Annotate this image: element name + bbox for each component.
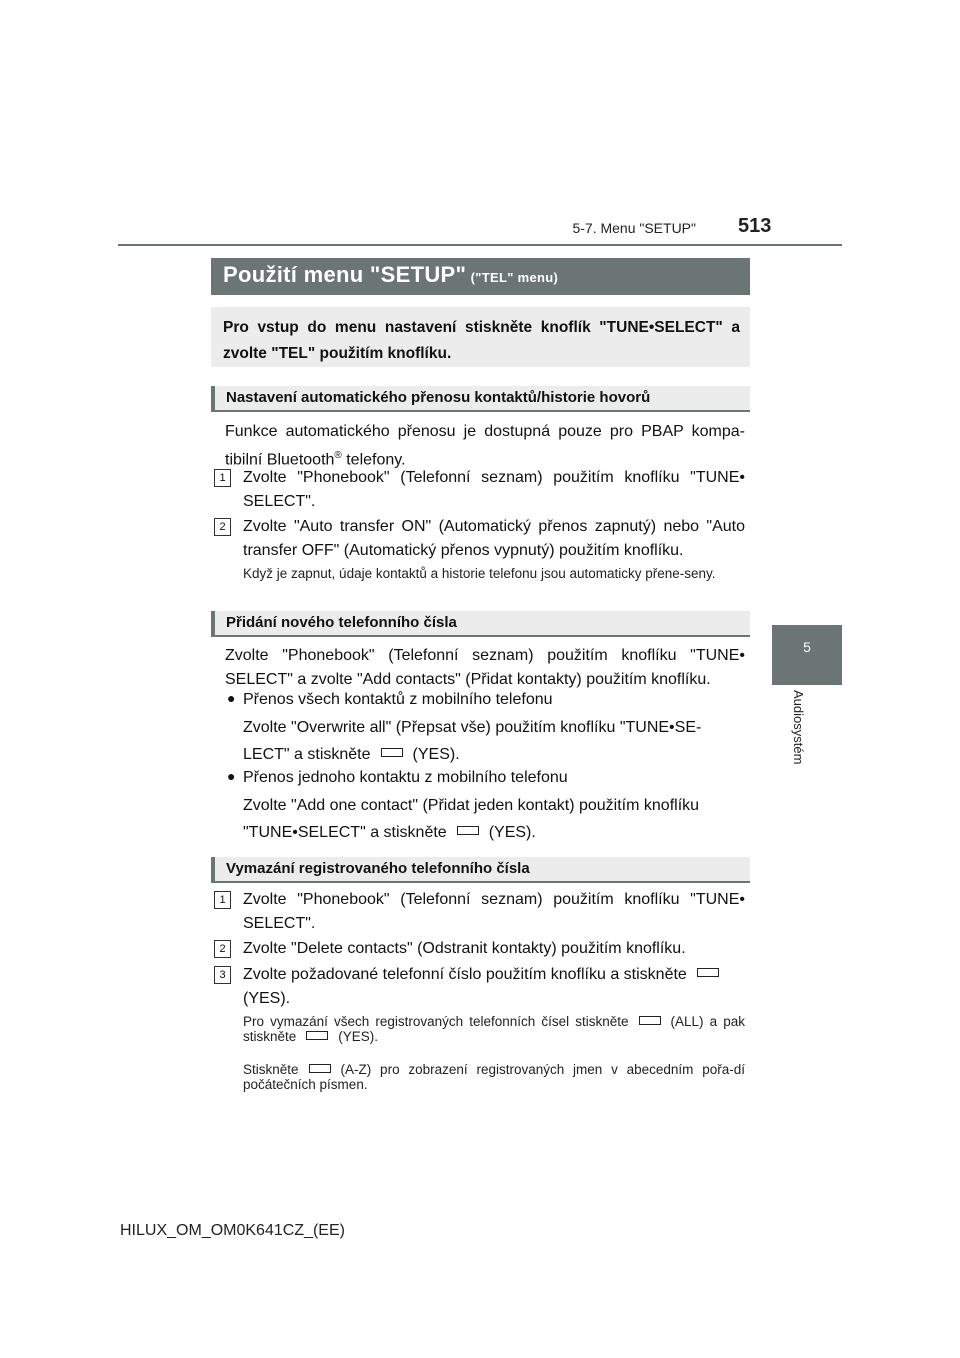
button-icon bbox=[457, 826, 479, 835]
step-number: 3 bbox=[214, 966, 231, 984]
section-heading-delete-number: Vymazání registrovaného telefonního čísla bbox=[211, 857, 750, 883]
page-number: 513 bbox=[738, 215, 772, 237]
button-icon bbox=[697, 968, 719, 977]
intro-box: Pro vstup do menu nastavení stiskněte knoflík "TUNE•SELECT" a zvolte "TEL" použitím knoflíku. bbox=[211, 307, 750, 367]
section-heading-auto-transfer: Nastavení automatického přenosu kontaktů/historie hovorů bbox=[211, 386, 750, 412]
step-number: 1 bbox=[214, 891, 231, 909]
step-text: Zvolte "Phonebook" (Telefonní seznam) použitím knoflíku "TUNE• SELECT". bbox=[243, 891, 745, 932]
step-text: "TUNE•SELECT" a stiskněte (YES). bbox=[243, 824, 536, 841]
bullet-title: Přenos všech kontaktů z mobilního telefonu bbox=[243, 691, 553, 708]
step-text: Zvolte "Delete contacts" (Odstranit kontakty) použitím knoflíku. bbox=[243, 940, 686, 957]
note-text: Stiskněte (A-Z) pro zobrazení registrovaných jmen v abecedním pořa-dí počátečních písmen. bbox=[243, 1062, 745, 1092]
section-heading-add-number: Přidání nového telefonního čísla bbox=[211, 611, 750, 637]
bullet-icon: ● bbox=[227, 768, 236, 784]
add-number-description: Zvolte "Phonebook" (Telefonní seznam) použitím knoflíku "TUNE• SELECT" a zvolte "Add contacts" (Přidat kontakty) použitím knoflíku. bbox=[225, 647, 745, 688]
button-icon bbox=[309, 1064, 331, 1073]
step-text: LECT" a stiskněte (YES). bbox=[243, 746, 460, 763]
step-number: 1 bbox=[214, 469, 231, 487]
auto-transfer-description: Funkce automatického přenosu je dostupná pouze pro PBAP kompa-tibilní Bluetooth® telefony. bbox=[225, 423, 745, 469]
button-icon bbox=[306, 1031, 328, 1040]
footer-document-code: HILUX_OM_OM0K641CZ_(EE) bbox=[120, 1222, 345, 1239]
bullet-icon: ● bbox=[227, 690, 236, 706]
chapter-number: 5 bbox=[803, 639, 811, 655]
bullet-title: Přenos jednoho kontaktu z mobilního telefonu bbox=[243, 769, 568, 786]
page-title-sub: ("TEL" menu) bbox=[470, 270, 559, 285]
button-icon bbox=[639, 1016, 661, 1025]
step-text: Zvolte "Add one contact" (Přidat jeden kontakt) použitím knoflíku bbox=[243, 797, 700, 814]
step-text: Zvolte požadované telefonní číslo použitím knoflíku a stiskněte (YES). bbox=[243, 963, 745, 1011]
step-text: Zvolte "Phonebook" (Telefonní seznam) použitím knoflíku "TUNE• SELECT". bbox=[243, 469, 745, 510]
step-text: Zvolte "Overwrite all" (Přepsat vše) použitím knoflíku "TUNE•SE- bbox=[243, 719, 702, 736]
button-icon bbox=[381, 748, 403, 757]
step-number: 2 bbox=[214, 518, 231, 536]
page-title-main: Použití menu "SETUP" bbox=[223, 262, 467, 287]
header-divider bbox=[118, 244, 842, 246]
running-header-section: 5-7. Menu "SETUP" bbox=[572, 220, 696, 236]
chapter-tab bbox=[772, 625, 842, 685]
registered-mark: ® bbox=[334, 450, 342, 461]
page-title bbox=[211, 258, 750, 295]
note-text: Když je zapnut, údaje kontaktů a historie telefonu jsou automaticky přene-seny. bbox=[243, 566, 716, 581]
step-text: Zvolte "Auto transfer ON" (Automatický přenos zapnutý) nebo "Auto transfer OFF" (Automatický přenos vypnutý) použitím knoflíku. bbox=[243, 518, 745, 559]
note-text: Pro vymazání všech registrovaných telefonních čísel stiskněte (ALL) a pak stiskněte (YES). bbox=[243, 1014, 745, 1044]
chapter-label: Audiosystém bbox=[791, 690, 806, 765]
step-number: 2 bbox=[214, 940, 231, 958]
